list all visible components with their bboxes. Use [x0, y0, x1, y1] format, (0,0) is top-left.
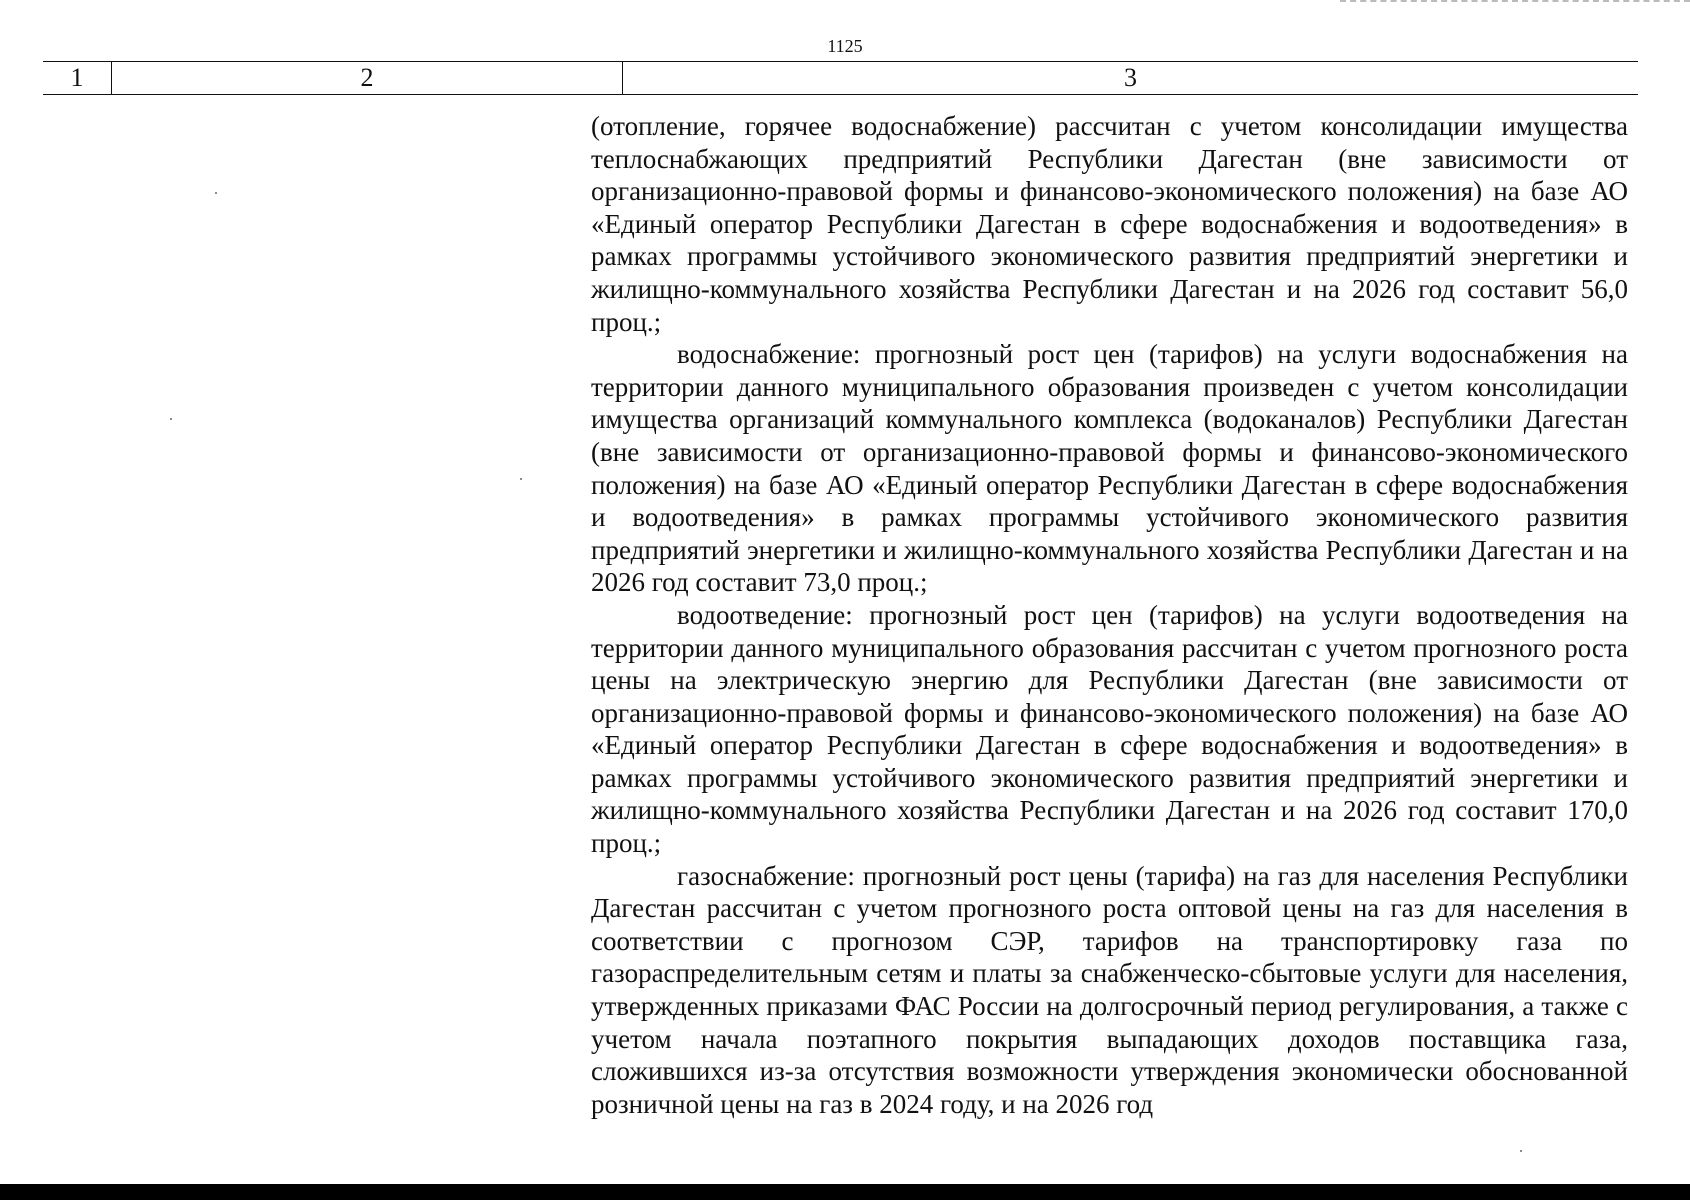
scan-speck: [215, 192, 217, 194]
paragraph-gas-supply: газоснабжение: прогнозный рост цены (тарифа) на газ для населения Республики Дагестан рассчитан с учетом прогнозного роста оптовой цены на газ для населения в соответствии с прогнозом СЭР, тарифов на транспортировку газа по газораспределительным сетям и платы за снабженческо-сбытовые услуги для населения, утвержденных приказами ФАС России на долгосрочный период регулирования, а также с учетом начала поэтапного покрытия выпадающих доходов поставщика газа, сложившихся из-за отсутствия возможности утверждения экономически обоснованной розничной цены на газ в 2024 году, и на 2026 год: [591, 860, 1628, 1119]
paragraph-heating: (отопление, горячее водоснабжение) рассчитан с учетом консолидации имущества теплоснабжающих предприятий Республики Дагестан (вне зависимости от организационно-правовой формы и финансово-экономического положения) на базе АО «Единый оператор Республики Дагестан в сфере водоснабжения и водоотведения» в рамках программы устойчивого экономического развития предприятий энергетики и жилищно-коммунального хозяйства Республики Дагестан и на 2026 год составит 56,0 проц.;: [591, 111, 1628, 337]
paragraph-water-supply: водоснабжение: прогнозный рост цен (тарифов) на услуги водоснабжения на территории данного муниципального образования произведен с учетом консолидации имущества организаций коммунального комплекса (водоканалов) Республики Дагестан (вне зависимости от организационно-правовой формы и финансово-экономического положения) на базе АО «Единый оператор Республики Дагестан в сфере водоснабжения и водоотведения» в рамках программы устойчивого экономического развития предприятий энергетики и жилищно-коммунального хозяйства Республики Дагестан и на 2026 год составит 73,0 проц.;: [591, 339, 1628, 598]
table-header-row: [43, 61, 1638, 95]
column-number-2: 2: [112, 62, 623, 94]
paragraph-water-disposal: водоотведение: прогнозный рост цен (тарифов) на услуги водоотведения на территории данного муниципального образования рассчитан с учетом прогнозного роста цены на электрическую энергию для Республики Дагестан (вне зависимости от организационно-правовой формы и финансово-экономического положения) на базе АО «Единый оператор Республики Дагестан в сфере водоснабжения и водоотведения» в рамках программы устойчивого экономического развития предприятий энергетики и жилищно-коммунального хозяйства Республики Дагестан и на 2026 год составит 170,0 проц.;: [591, 599, 1628, 859]
scan-speck: [170, 418, 172, 420]
column-number-1: 1: [43, 62, 112, 94]
body-text-column: [591, 110, 1628, 1120]
page-number: 1125: [827, 36, 863, 56]
column-number-3: 3: [1124, 63, 1137, 92]
scan-bottom-border: [0, 1184, 1690, 1200]
scan-speck: [1520, 1150, 1522, 1152]
scan-edge-mark: [1340, 0, 1690, 4]
scan-speck: [520, 478, 522, 480]
